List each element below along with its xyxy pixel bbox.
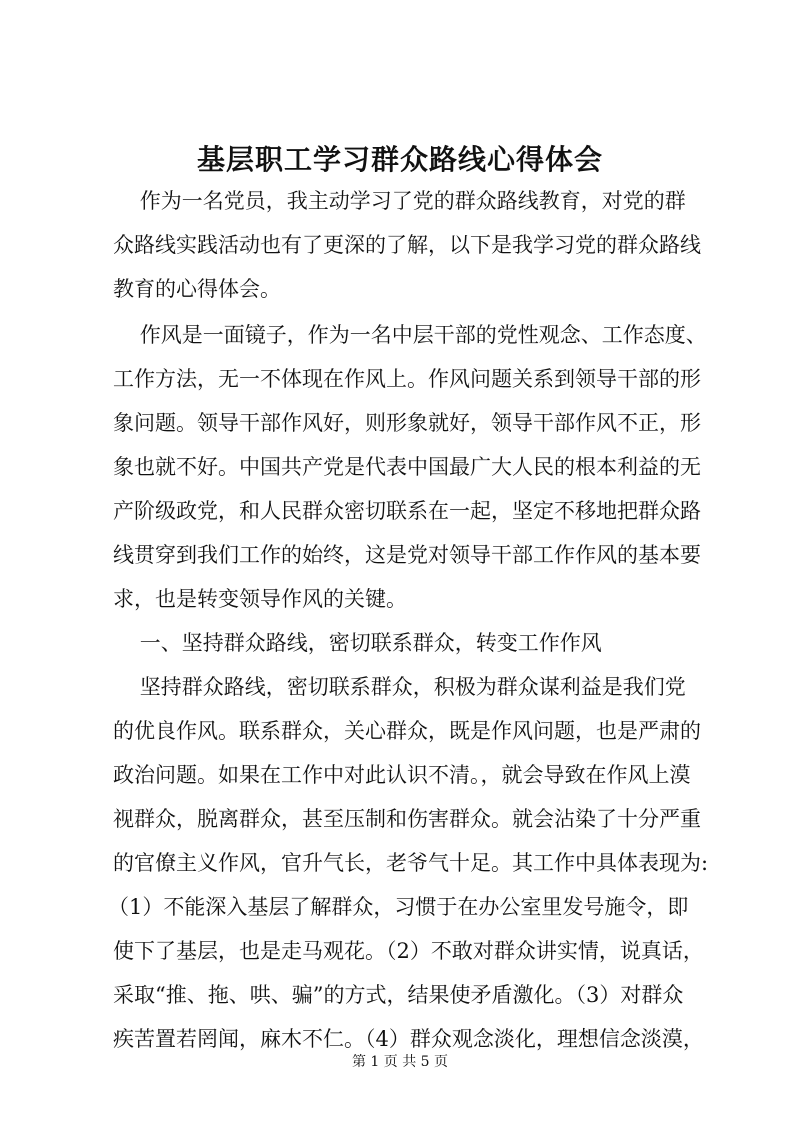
body-line: 众路线实践活动也有了更深的了解，以下是我学习党的群众路线	[113, 233, 701, 257]
body-line: 视群众，脱离群众，甚至压制和伤害群众。就会沾染了十分严重	[113, 807, 701, 831]
body-line: 疾苦置若罔闻，麻木不仁。（4）群众观念淡化，理想信念淡漠，	[113, 1027, 704, 1051]
body-line: 政治问题。如果在工作中对此认识不清。，就会导致在作风上漠	[113, 763, 691, 787]
body-line: 作为一名党员，我主动学习了党的群众路线教育，对党的群	[113, 189, 686, 213]
body-line: 象也就不好。中国共产党是代表中国最广大人民的根本利益的无	[113, 455, 701, 479]
body-line: 线贯穿到我们工作的始终，这是党对领导干部工作作风的基本要	[113, 543, 701, 567]
body-line: 工作方法，无一不体现在作风上。作风问题关系到领导干部的形	[113, 367, 701, 391]
body-line: 的官僚主义作风，官升气长，老爷气十足。其工作中具体表现为:	[113, 851, 709, 875]
body-line: 求，也是转变领导作风的关键。	[113, 587, 407, 611]
body-line: 教育的心得体会。	[113, 277, 281, 301]
body-line: 采取“推、拖、哄、骗”的方式，结果使矛盾激化。（3）对群众	[113, 983, 684, 1007]
body-line: 坚持群众路线，密切联系群众，积极为群众谋利益是我们党	[113, 675, 686, 699]
body-line: （1）不能深入基层了解群众，习惯于在办公室里发号施令，即	[108, 895, 689, 919]
body-line: 作风是一面镜子，作为一名中层干部的党性观念、工作态度、	[113, 323, 707, 347]
section-heading: 一、坚持群众路线，密切联系群众，转变工作作风	[113, 631, 602, 655]
body-line: 使下了基层，也是走马观花。（2）不敢对群众讲实情，说真话，	[113, 939, 704, 963]
page-title: 基层职工学习群众路线心得体会	[196, 143, 603, 176]
body-line: 产阶级政党，和人民群众密切联系在一起，坚定不移地把群众路	[113, 499, 701, 523]
page-number-footer: 第 1 页 共 5 页	[351, 1054, 449, 1070]
body-line: 象问题。领导干部作风好，则形象就好，领导干部作风不正，形	[113, 411, 701, 435]
body-line: 的优良作风。联系群众，关心群众，既是作风问题，也是严肃的	[113, 719, 701, 743]
